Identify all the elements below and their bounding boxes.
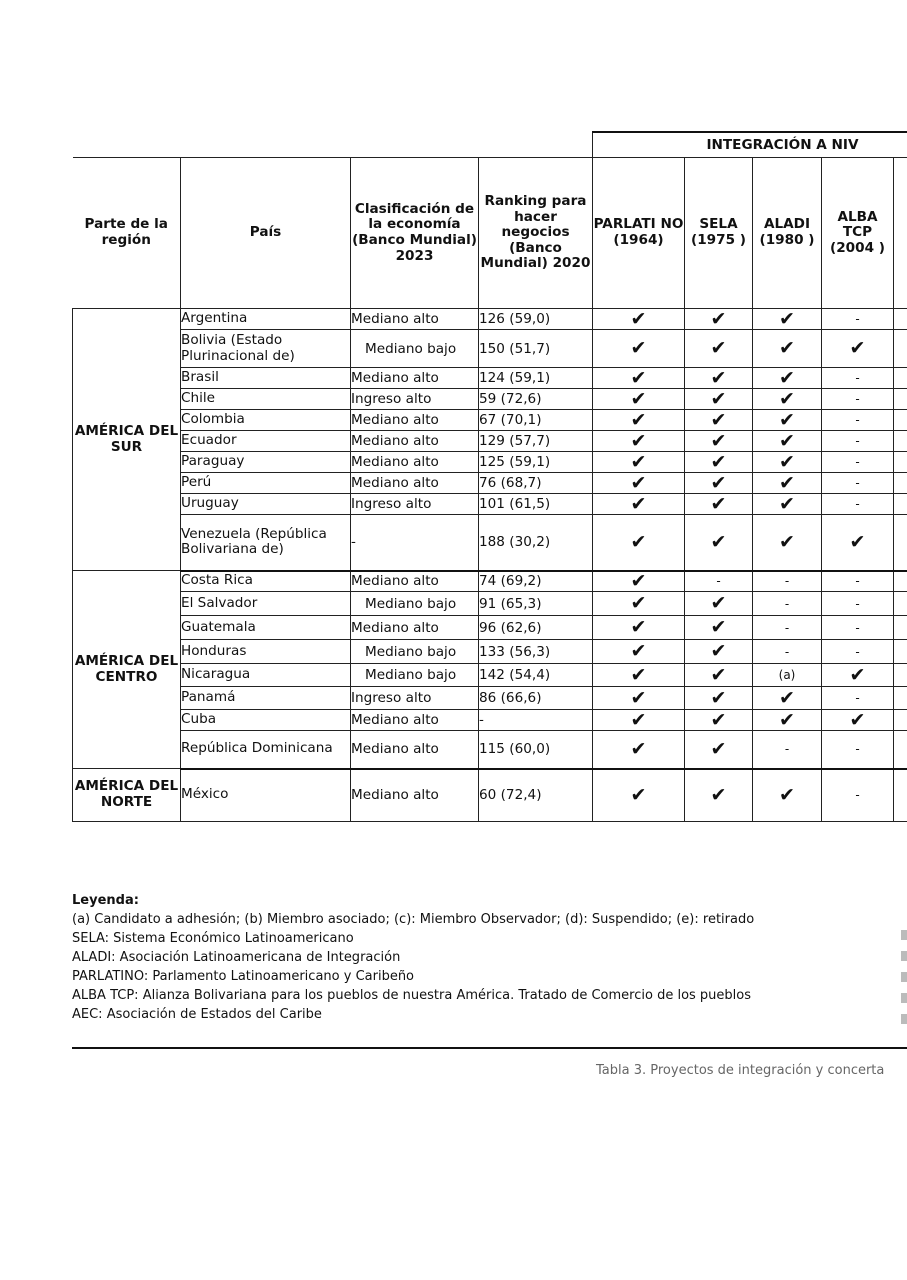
classification-cell: Mediano alto	[351, 431, 479, 452]
parlatino-cell	[593, 710, 685, 731]
classification-cell: Mediano alto	[351, 368, 479, 389]
classification-cell: -	[351, 515, 479, 571]
sela-cell	[685, 664, 753, 687]
alba-cell	[822, 571, 894, 592]
checkmark-icon: ✔	[779, 337, 795, 359]
next-col-cell	[894, 640, 907, 664]
membership-value: -	[855, 644, 860, 659]
checkmark-icon: ✔	[710, 471, 727, 494]
aladi-cell	[753, 309, 822, 330]
classification-cell: Mediano alto	[351, 473, 479, 494]
table-row	[73, 687, 907, 710]
classification-cell: Mediano bajo	[351, 592, 479, 616]
sela-cell	[685, 515, 753, 571]
membership-value: -	[855, 742, 860, 757]
sela-cell	[685, 769, 753, 822]
membership-value: -	[855, 574, 860, 589]
country-cell: Paraguay	[181, 452, 351, 473]
ranking-cell: 96 (62,6)	[479, 616, 593, 640]
membership-value: -	[855, 620, 860, 635]
table-row	[73, 473, 907, 494]
alba-cell	[822, 452, 894, 473]
table-row	[73, 410, 907, 431]
next-col-cell	[894, 731, 907, 769]
aladi-cell	[753, 368, 822, 389]
group-header: INTEGRACIÓN A NIV	[593, 132, 907, 158]
checkmark-icon: ✔	[710, 530, 727, 553]
ranking-cell: 76 (68,7)	[479, 473, 593, 494]
parlatino-cell	[593, 515, 685, 571]
checkmark-icon: ✔	[779, 366, 795, 389]
bottom-rule	[72, 1047, 907, 1049]
country-cell: México	[181, 769, 351, 822]
alba-cell	[822, 769, 894, 822]
checkmark-icon: ✔	[710, 686, 727, 709]
table-row	[73, 592, 907, 616]
checkmark-icon: ✔	[710, 387, 727, 410]
header-next-col	[894, 158, 907, 309]
parlatino-cell	[593, 731, 685, 769]
alba-cell	[822, 309, 894, 330]
header-sela: SELA (1975 )	[685, 158, 753, 309]
legend-line: SELA: Sistema Económico Latinoamericano	[72, 931, 354, 946]
membership-value: -	[855, 413, 860, 427]
sela-cell	[685, 640, 753, 664]
checkmark-icon: ✔	[710, 663, 727, 686]
parlatino-cell	[593, 431, 685, 452]
next-col-cell	[894, 710, 907, 731]
parlatino-cell	[593, 687, 685, 710]
checkmark-icon: ✔	[779, 530, 795, 553]
sela-cell	[685, 389, 753, 410]
sela-cell	[685, 687, 753, 710]
country-cell: República Dominicana	[181, 731, 351, 769]
ranking-cell: 115 (60,0)	[479, 731, 593, 769]
checkmark-icon: ✔	[630, 471, 647, 494]
checkmark-icon: ✔	[779, 387, 795, 410]
sela-cell	[685, 431, 753, 452]
classification-cell: Mediano alto	[351, 571, 479, 592]
parlatino-cell	[593, 571, 685, 592]
table-row	[73, 731, 907, 769]
checkmark-icon: ✔	[849, 708, 866, 731]
header-region: Parte de la región	[73, 158, 181, 309]
checkmark-icon: ✔	[849, 337, 866, 359]
checkmark-icon: ✔	[849, 663, 866, 686]
aladi-cell	[753, 616, 822, 640]
checkmark-icon: ✔	[779, 783, 795, 806]
country-cell: Honduras	[181, 640, 351, 664]
ranking-cell: 74 (69,2)	[479, 571, 593, 592]
checkmark-icon: ✔	[779, 492, 795, 515]
ranking-cell: -	[479, 710, 593, 731]
checkmark-icon: ✔	[779, 708, 795, 731]
membership-value: -	[716, 574, 721, 589]
next-col-cell	[894, 410, 907, 431]
parlatino-cell	[593, 309, 685, 330]
aladi-cell	[753, 571, 822, 592]
next-col-cell	[894, 769, 907, 822]
alba-cell	[822, 710, 894, 731]
alba-cell	[822, 389, 894, 410]
checkmark-icon: ✔	[630, 737, 647, 760]
ranking-cell: 124 (59,1)	[479, 368, 593, 389]
checkmark-icon: ✔	[630, 307, 647, 330]
sela-cell	[685, 571, 753, 592]
header-clasificacion: Clasificación de la economía (Banco Mundial) 2023	[351, 158, 479, 309]
ranking-cell: 59 (72,6)	[479, 389, 593, 410]
parlatino-cell	[593, 473, 685, 494]
checkmark-icon: ✔	[630, 387, 647, 410]
country-cell: Argentina	[181, 309, 351, 330]
checkmark-icon: ✔	[630, 450, 647, 473]
ranking-cell: 129 (57,7)	[479, 431, 593, 452]
alba-cell	[822, 731, 894, 769]
table-row	[73, 515, 907, 571]
aladi-cell	[753, 664, 822, 687]
classification-cell: Mediano alto	[351, 410, 479, 431]
checkmark-icon: ✔	[630, 408, 647, 431]
country-cell: Perú	[181, 473, 351, 494]
membership-value: -	[855, 392, 860, 406]
parlatino-cell	[593, 616, 685, 640]
legend-line: ALBA TCP: Alianza Bolivariana para los pueblos de nuestra América. Tratado de Comercio de los pueblos	[72, 988, 752, 1003]
parlatino-cell	[593, 640, 685, 664]
country-cell: El Salvador	[181, 592, 351, 616]
ranking-cell: 101 (61,5)	[479, 494, 593, 515]
membership-value: -	[855, 691, 860, 705]
aladi-cell	[753, 431, 822, 452]
classification-cell: Mediano bajo	[351, 330, 479, 368]
table-row	[73, 368, 907, 389]
aladi-cell	[753, 731, 822, 769]
ranking-cell: 142 (54,4)	[479, 664, 593, 687]
parlatino-cell	[593, 368, 685, 389]
alba-cell	[822, 473, 894, 494]
country-cell: Uruguay	[181, 494, 351, 515]
aladi-cell	[753, 473, 822, 494]
classification-cell: Mediano alto	[351, 769, 479, 822]
table-row	[73, 571, 907, 592]
aladi-cell	[753, 330, 822, 368]
next-col-cell	[894, 592, 907, 616]
header-pais: País	[181, 158, 351, 309]
checkmark-icon: ✔	[779, 450, 795, 473]
checkmark-icon: ✔	[710, 640, 727, 662]
region-cell: AMÉRICA DEL SUR	[73, 309, 181, 571]
region-cell: AMÉRICA DEL NORTE	[73, 769, 181, 822]
legend	[72, 891, 907, 1024]
country-cell: Panamá	[181, 687, 351, 710]
header-row	[73, 158, 907, 309]
parlatino-cell	[593, 769, 685, 822]
checkmark-icon: ✔	[630, 492, 647, 515]
next-col-cell	[894, 431, 907, 452]
checkmark-icon: ✔	[710, 450, 727, 473]
checkmark-icon: ✔	[630, 783, 647, 806]
alba-cell	[822, 494, 894, 515]
header-aladi: ALADI (1980 )	[753, 158, 822, 309]
next-col-cell	[894, 616, 907, 640]
checkmark-icon: ✔	[630, 616, 647, 638]
checkmark-icon: ✔	[710, 708, 727, 731]
cropped-text-fragment	[901, 951, 907, 961]
table-caption: Tabla 3. Proyectos de integración y concerta	[596, 1063, 885, 1078]
checkmark-icon: ✔	[630, 640, 647, 662]
next-col-cell	[894, 473, 907, 494]
ranking-cell: 125 (59,1)	[479, 452, 593, 473]
country-cell: Colombia	[181, 410, 351, 431]
sela-cell	[685, 309, 753, 330]
table-row	[73, 389, 907, 410]
ranking-cell: 133 (56,3)	[479, 640, 593, 664]
table-row	[73, 330, 907, 368]
legend-line: PARLATINO: Parlamento Latinoamericano y Caribeño	[72, 969, 415, 984]
integration-table-container	[72, 131, 907, 822]
cropped-text-fragment	[901, 972, 907, 982]
ranking-cell: 126 (59,0)	[479, 309, 593, 330]
legend-title: Leyenda:	[72, 893, 139, 908]
membership-value: -	[855, 596, 860, 611]
checkmark-icon: ✔	[630, 708, 647, 731]
classification-cell: Mediano alto	[351, 731, 479, 769]
aladi-cell	[753, 710, 822, 731]
aladi-cell	[753, 640, 822, 664]
membership-value: -	[855, 476, 860, 490]
aladi-cell	[753, 494, 822, 515]
membership-value: -	[855, 788, 860, 803]
classification-cell: Ingreso alto	[351, 494, 479, 515]
membership-value: -	[784, 620, 790, 635]
alba-cell	[822, 368, 894, 389]
header-ranking: Ranking para hacer negocios (Banco Mundial) 2020	[479, 158, 593, 309]
country-cell: Costa Rica	[181, 571, 351, 592]
classification-cell: Mediano alto	[351, 710, 479, 731]
checkmark-icon: ✔	[710, 616, 727, 638]
group-header-row	[73, 132, 907, 158]
classification-cell: Mediano alto	[351, 309, 479, 330]
table-row	[73, 640, 907, 664]
region-cell: AMÉRICA DEL CENTRO	[73, 571, 181, 769]
classification-cell: Mediano bajo	[351, 664, 479, 687]
checkmark-icon: ✔	[710, 429, 727, 452]
membership-value: -	[855, 455, 860, 469]
integration-table	[72, 131, 907, 822]
alba-cell	[822, 640, 894, 664]
checkmark-icon: ✔	[779, 471, 795, 494]
checkmark-icon: ✔	[630, 686, 647, 709]
membership-value: -	[784, 742, 790, 757]
checkmark-icon: ✔	[710, 337, 727, 359]
cropped-text-fragment	[901, 930, 907, 940]
table-body	[73, 309, 907, 822]
membership-value: -	[855, 371, 860, 385]
membership-value: -	[784, 644, 790, 659]
sela-cell	[685, 410, 753, 431]
country-cell: Guatemala	[181, 616, 351, 640]
table-row	[73, 309, 907, 330]
table-row	[73, 494, 907, 515]
alba-cell	[822, 592, 894, 616]
membership-value: -	[784, 596, 790, 611]
country-cell: Nicaragua	[181, 664, 351, 687]
ranking-cell: 60 (72,4)	[479, 769, 593, 822]
checkmark-icon: ✔	[630, 337, 647, 359]
next-col-cell	[894, 515, 907, 571]
checkmark-icon: ✔	[630, 592, 647, 614]
cropped-text-fragment	[901, 1014, 907, 1024]
checkmark-icon: ✔	[710, 366, 727, 389]
membership-value: -	[855, 497, 860, 511]
alba-cell	[822, 515, 894, 571]
table-row	[73, 664, 907, 687]
next-col-cell	[894, 452, 907, 473]
membership-value: -	[855, 434, 860, 448]
header-alba: ALBA TCP (2004 )	[822, 158, 894, 309]
classification-cell: Mediano bajo	[351, 640, 479, 664]
parlatino-cell	[593, 592, 685, 616]
sela-cell	[685, 592, 753, 616]
checkmark-icon: ✔	[710, 737, 727, 760]
parlatino-cell	[593, 494, 685, 515]
checkmark-icon: ✔	[630, 429, 647, 452]
checkmark-icon: ✔	[779, 307, 795, 330]
next-col-cell	[894, 571, 907, 592]
table-row	[73, 710, 907, 731]
next-col-cell	[894, 309, 907, 330]
checkmark-icon: ✔	[710, 492, 727, 515]
aladi-cell	[753, 592, 822, 616]
cropped-text-fragment	[901, 993, 907, 1003]
ranking-cell: 188 (30,2)	[479, 515, 593, 571]
alba-cell	[822, 410, 894, 431]
sela-cell	[685, 368, 753, 389]
sela-cell	[685, 494, 753, 515]
country-cell: Bolivia (Estado Plurinacional de)	[181, 330, 351, 368]
classification-cell: Mediano alto	[351, 616, 479, 640]
sela-cell	[685, 473, 753, 494]
ranking-cell: 91 (65,3)	[479, 592, 593, 616]
country-cell: Chile	[181, 389, 351, 410]
checkmark-icon: ✔	[630, 530, 647, 553]
aladi-cell	[753, 452, 822, 473]
checkmark-icon: ✔	[710, 592, 727, 614]
header-parlatino: PARLATI NO (1964)	[593, 158, 685, 309]
checkmark-icon: ✔	[630, 569, 647, 592]
table-row	[73, 452, 907, 473]
sela-cell	[685, 710, 753, 731]
checkmark-icon: ✔	[849, 530, 866, 553]
aladi-cell	[753, 687, 822, 710]
sela-cell	[685, 452, 753, 473]
checkmark-icon: ✔	[630, 366, 647, 389]
alba-cell	[822, 664, 894, 687]
ranking-cell: 150 (51,7)	[479, 330, 593, 368]
checkmark-icon: ✔	[710, 783, 727, 806]
aladi-cell	[753, 389, 822, 410]
country-cell: Brasil	[181, 368, 351, 389]
classification-cell: Ingreso alto	[351, 687, 479, 710]
legend-line: (a) Candidato a adhesión; (b) Miembro asociado; (c): Miembro Observador; (d): Suspendido; (e): retirado	[72, 912, 755, 927]
parlatino-cell	[593, 330, 685, 368]
sela-cell	[685, 731, 753, 769]
aladi-cell	[753, 769, 822, 822]
membership-value: -	[855, 312, 860, 326]
checkmark-icon: ✔	[630, 663, 647, 686]
aladi-cell	[753, 410, 822, 431]
ranking-cell: 86 (66,6)	[479, 687, 593, 710]
parlatino-cell	[593, 410, 685, 431]
next-col-cell	[894, 687, 907, 710]
membership-value: (a)	[778, 668, 796, 682]
membership-value: -	[784, 574, 790, 589]
alba-cell	[822, 687, 894, 710]
table-row	[73, 769, 907, 822]
alba-cell	[822, 431, 894, 452]
table-row	[73, 616, 907, 640]
country-cell: Cuba	[181, 710, 351, 731]
next-col-cell	[894, 664, 907, 687]
aladi-cell	[753, 515, 822, 571]
next-col-cell	[894, 389, 907, 410]
alba-cell	[822, 616, 894, 640]
ranking-cell: 67 (70,1)	[479, 410, 593, 431]
alba-cell	[822, 330, 894, 368]
classification-cell: Ingreso alto	[351, 389, 479, 410]
next-col-cell	[894, 494, 907, 515]
parlatino-cell	[593, 389, 685, 410]
checkmark-icon: ✔	[779, 686, 795, 709]
country-cell: Venezuela (República Bolivariana de)	[181, 515, 351, 571]
next-col-cell	[894, 330, 907, 368]
checkmark-icon: ✔	[779, 408, 795, 431]
sela-cell	[685, 330, 753, 368]
parlatino-cell	[593, 664, 685, 687]
classification-cell: Mediano alto	[351, 452, 479, 473]
checkmark-icon: ✔	[779, 429, 795, 452]
checkmark-icon: ✔	[710, 408, 727, 431]
table-row	[73, 431, 907, 452]
parlatino-cell	[593, 452, 685, 473]
next-col-cell	[894, 368, 907, 389]
country-cell: Ecuador	[181, 431, 351, 452]
sela-cell	[685, 616, 753, 640]
legend-line: ALADI: Asociación Latinoamericana de Integración	[72, 950, 401, 965]
checkmark-icon: ✔	[710, 307, 727, 330]
legend-line: AEC: Asociación de Estados del Caribe	[72, 1007, 322, 1022]
